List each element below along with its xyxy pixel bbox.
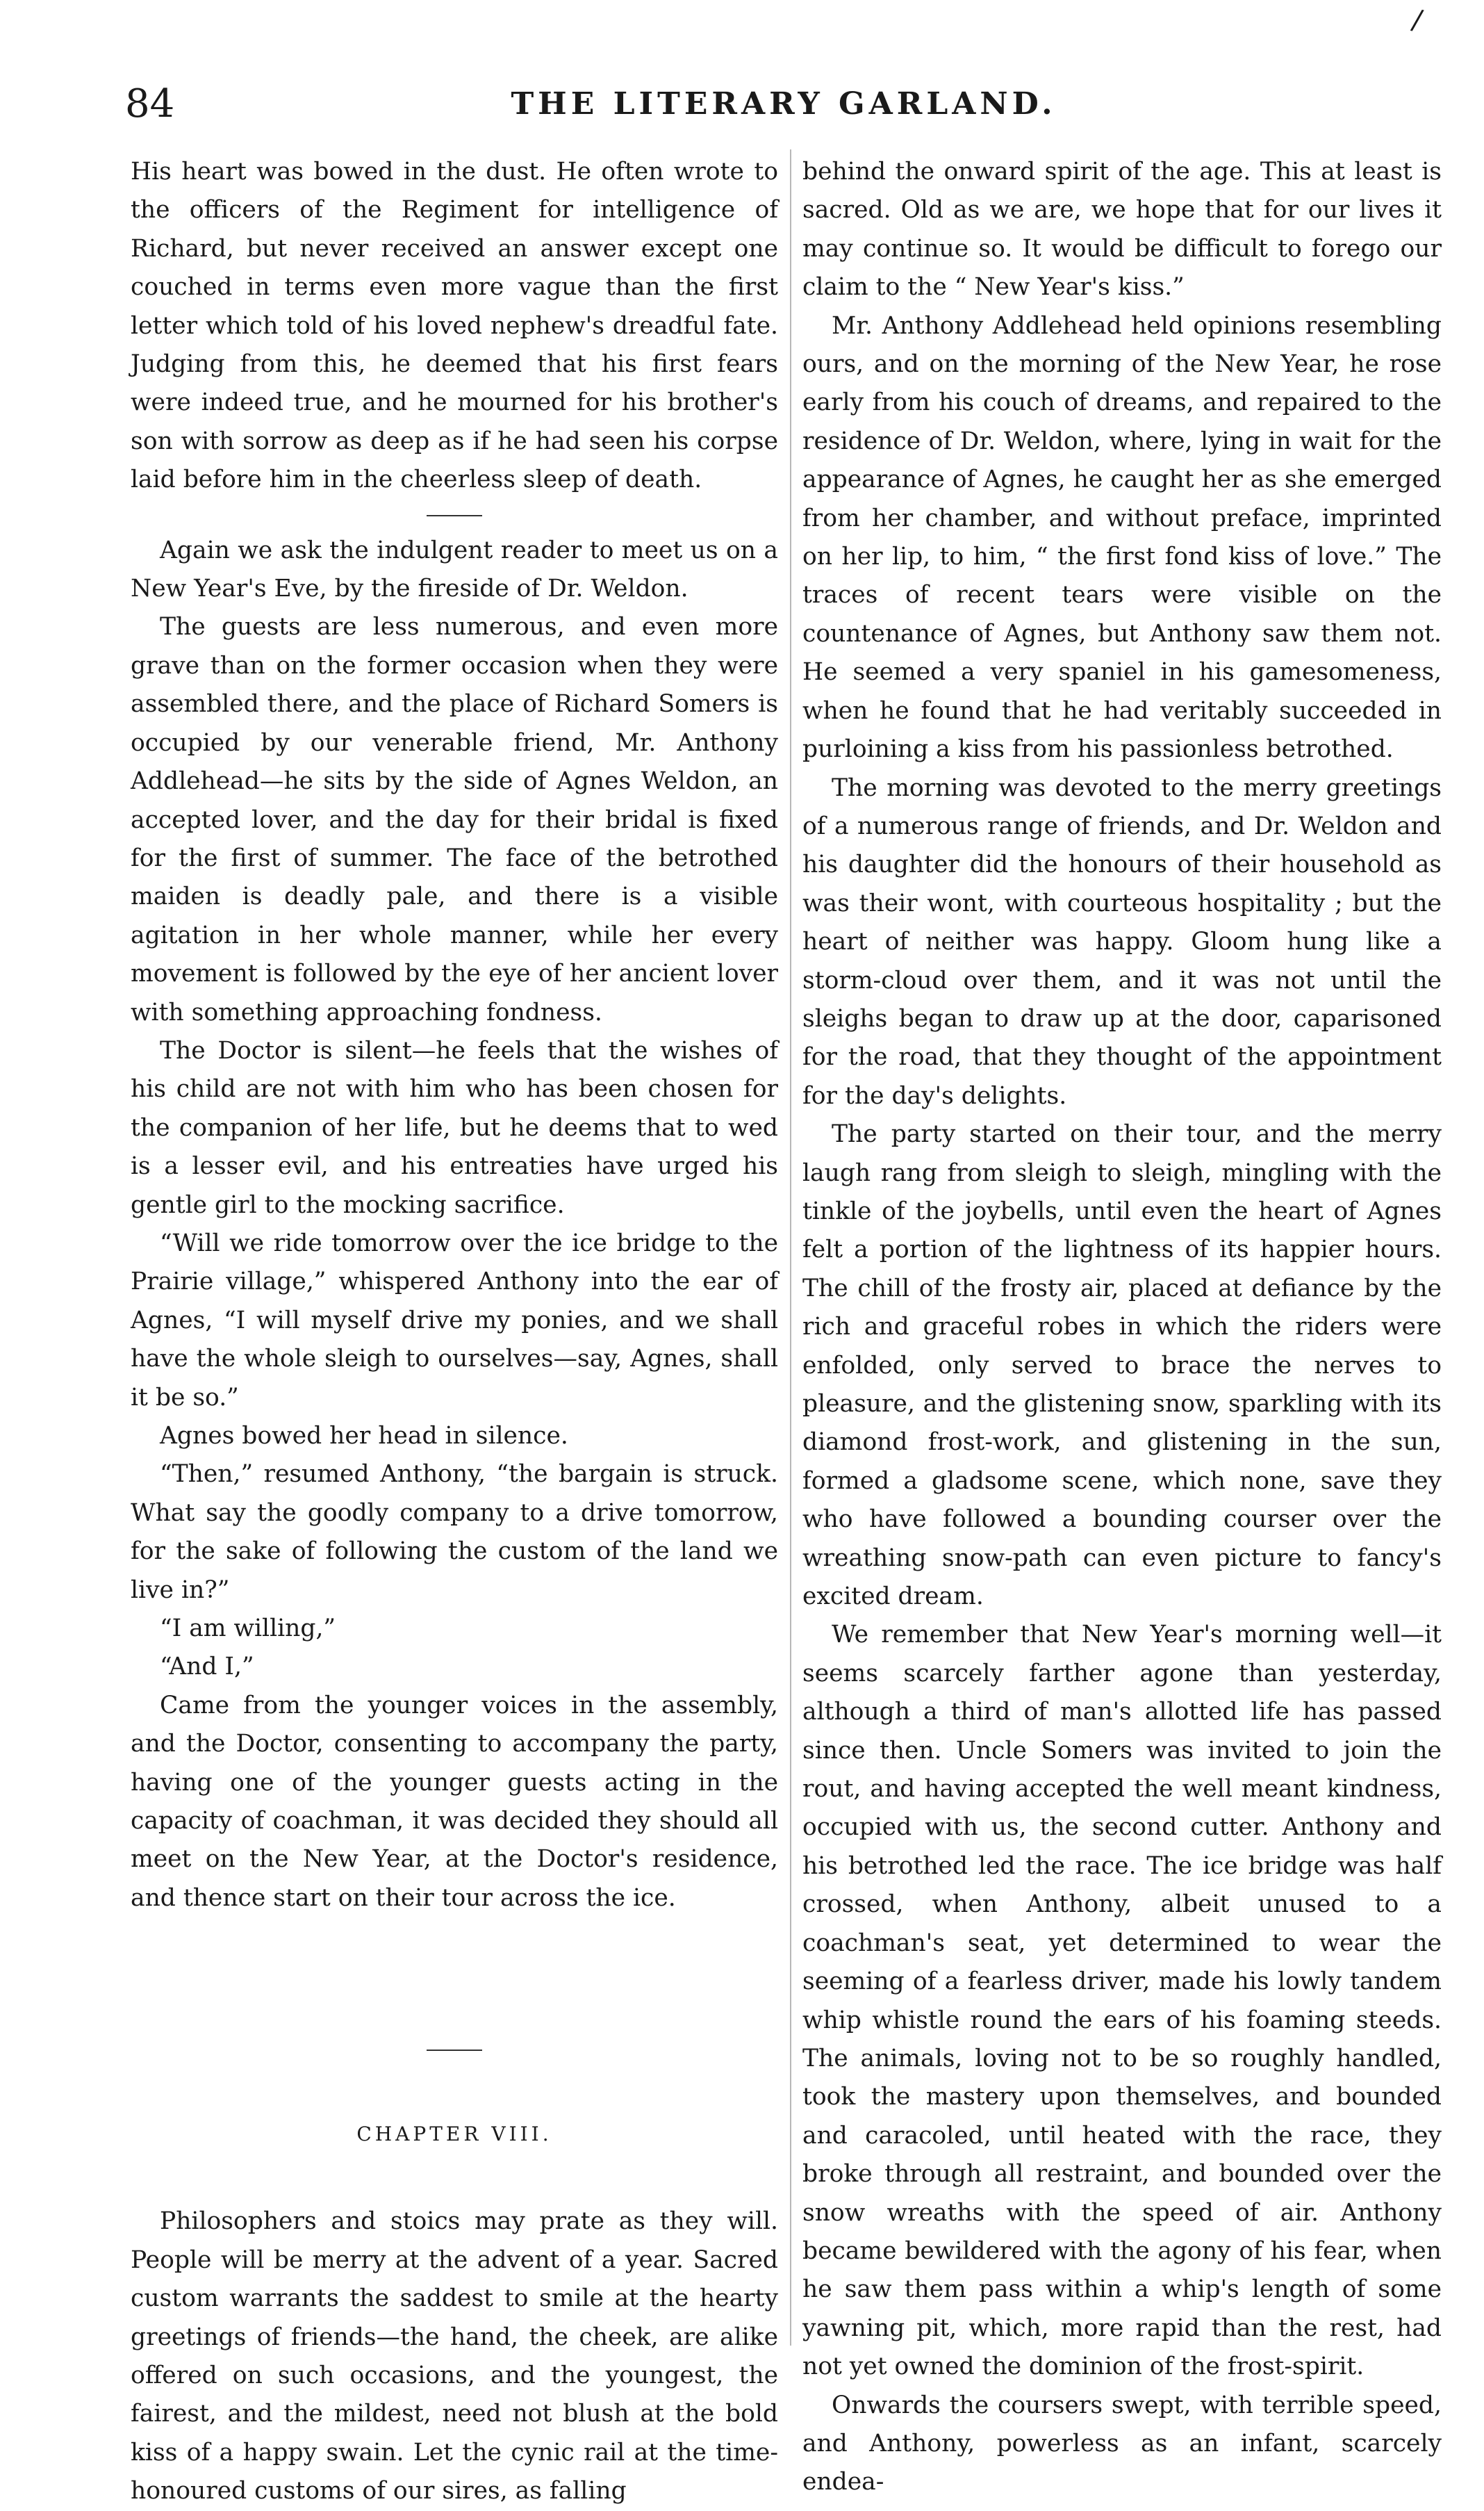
column-rule bbox=[790, 149, 791, 2346]
chapter-title: CHAPTER VIII. bbox=[356, 2123, 552, 2146]
paragraph: The Doctor is silent—he feels that the wishes of his child are not with him who has been chosen for the companion of her life, but he deems that to wed is a lesser evil, and his entreaties have urged his gentle girl to the mocking sacrifice. bbox=[131, 1036, 778, 1219]
paragraph: “Then,” resumed Anthony, “the bargain is struck. What say the goodly company to a drive tomorrow, for the sake of following the custom of the land we live in?” bbox=[131, 1460, 778, 1604]
section-divider bbox=[427, 515, 482, 516]
paragraph: Mr. Anthony Addlehead held opinions resembling ours, and on the morning of the New Year, he rose early from his couch of dreams, and repaired to the residence of Dr. Weldon, where, lying in wait for the appearance of Agnes, he caught her as she emerged from her chamber, and without preface, imprinted on her lip, to him, “ the first fond kiss of love.” The traces of recent tears were visible on the countenance of Agnes, but Anthony saw them not. He seemed a very spaniel in his gamesomeness, when he found that he had veritably succeeded in purloining a kiss from his passionless betrothed. bbox=[802, 311, 1442, 764]
paragraph: The morning was devoted to the merry greetings of a numerous range of friends, and Dr. Weldon and his daughter did the honours of their household as was their wont, with courteous hospitality ; but the heart of neither was happy. Gloom hung like a storm-cloud over them, and it was not until the sleighs began to draw up at the door, caparisoned for the road, that they thought of the appointment for the day's delights. bbox=[802, 774, 1442, 1110]
paragraph: “And I,” bbox=[160, 1653, 254, 1681]
paragraph: behind the onward spirit of the age. This at least is sacred. Old as we are, we hope that for our lives it may continue so. It would be difficult to forego our claim to the “ New Year's kiss.” bbox=[802, 158, 1442, 302]
right-column bbox=[802, 153, 1442, 2502]
paragraph: Again we ask the indulgent reader to meet us on a New Year's Eve, by the fireside of Dr. Weldon. bbox=[131, 536, 778, 603]
chapter-divider bbox=[427, 2050, 482, 2051]
paragraph: The party started on their tour, and the merry laugh rang from sleigh to sleigh, mingling with the tinkle of the joybells, until even the heart of Agnes felt a portion of the lightness of its happier hours. The chill of the frosty air, placed at defiance by the rich and graceful robes in which the riders were enfolded, only served to brace the nerves to pleasure, and the glistening snow, sparkling with its diamond frost-work, and glistening in the sun, formed a gladsome scene, which none, save they who have followed a bounding courser over the wreathing snow-path can even picture to fancy's excited dream. bbox=[802, 1120, 1442, 1611]
paragraph: We remember that New Year's morning well—it seems scarcely farther agone than yesterday, although a third of man's allotted life has passed since then. Uncle Somers was invited to join the rout, and having accepted the well meant kindness, occupied with us, the second cutter. Anthony and his betrothed led the race. The ice bridge was half crossed, when Anthony, albeit unused to a coachman's seat, yet determined to wear the seeming of a fearless driver, made his lowly tandem whip whistle round the ears of his foaming steeds. The animals, loving not to be so roughly handled, took the mastery upon themselves, and bounded and caracoled, until heated with the race, they broke through all restraint, and bounded over the snow wreaths with the speed of air. Anthony became bewildered with the agony of his fear, when he saw them pass within a whip's length of some yawning pit, which, more rapid than the rest, had not yet owned the dominion of the frost-spirit. bbox=[802, 1621, 1442, 2381]
paragraph: Onwards the coursers swept, with terrible speed, and Anthony, powerless as an infant, scarcely endea- bbox=[802, 2391, 1442, 2496]
paragraph: His heart was bowed in the dust. He often wrote to the officers of the Regiment for intelligence of Richard, but never received an answer except one couched in terms even more vague than the first letter which told of his loved nephew's dreadful fate. Judging from this, he deemed that his first fears were indeed true, and he mourned for his brother's son with sorrow as deep as if he had seen his corpse laid before him in the cheerless sleep of death. bbox=[131, 158, 778, 494]
paragraph: Agnes bowed her head in silence. bbox=[160, 1422, 568, 1450]
page-header bbox=[125, 76, 1442, 132]
paragraph: Philosophers and stoics may prate as they will. People will be merry at the advent of a year. Sacred custom warrants the saddest to smile at the hearty greetings of friends—the hand, the cheek, are alike offered on such occasions, and the youngest, the fairest, and the mildest, need not blush at the bold kiss of a happy swain. Let the cynic rail at the time-honoured customs of our sires, as falling bbox=[131, 2207, 778, 2505]
corner-mark: / bbox=[1408, 3, 1425, 37]
running-title: THE LITERARY GARLAND. bbox=[511, 86, 1057, 122]
paragraph: Came from the younger voices in the assembly, and the Doctor, consenting to accompany the party, having one of the younger guests acting in the capacity of coachman, it was decided they should all meet on the New Year, at the Doctor's residence, and thence start on their tour across the ice. bbox=[131, 1691, 778, 1912]
paragraph: The guests are less numerous, and even more grave than on the former occasion when they were assembled there, and the place of Richard Somers is occupied by our venerable friend, Mr. Anthony Addlehead—he sits by the side of Agnes Weldon, an accepted lover, and the day for their bridal is fixed for the first of summer. The face of the betrothed maiden is deadly pale, and there is a visible agitation in her whole manner, while her every movement is followed by the eye of her ancient lover with something approaching fondness. bbox=[131, 613, 778, 1027]
page-number: 84 bbox=[125, 81, 175, 126]
paragraph: “I am willing,” bbox=[160, 1614, 336, 1643]
left-column bbox=[131, 153, 778, 2511]
paragraph: “Will we ride tomorrow over the ice bridge to the Prairie village,” whispered Anthony into the ear of Agnes, “I will myself drive my ponies, and we shall have the whole sleigh to ourselves—say, Agnes, shall it be so.” bbox=[131, 1229, 778, 1412]
